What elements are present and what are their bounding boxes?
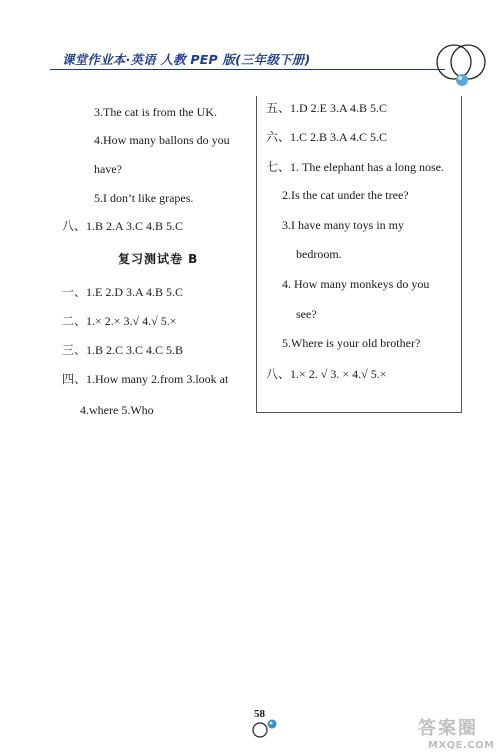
- page-number: 58: [254, 708, 265, 720]
- page-header-title: 课堂作业本·英语 人教 PEP 版(三年级下册): [62, 52, 311, 67]
- header-rings-icon: [432, 40, 492, 90]
- answer-line: 六、1.C 2.B 3.A 4.C 5.C: [266, 130, 388, 144]
- answer-line: see?: [296, 307, 317, 321]
- answer-line: 3.I have many toys in my: [282, 218, 404, 232]
- answer-line: 4.where 5.Who: [80, 403, 154, 417]
- watermark-logo-text: 答案圈: [418, 718, 478, 739]
- answer-line: 七、1. The elephant has a long nose.: [266, 160, 444, 174]
- answer-line: 2.Is the cat under the tree?: [282, 188, 409, 202]
- answer-line: 4. How many monkeys do you: [282, 277, 430, 291]
- answer-line: 一、1.E 2.D 3.A 4.B 5.C: [62, 285, 184, 299]
- answer-line: 八、1.× 2. √ 3. × 4.√ 5.×: [266, 367, 387, 381]
- watermark-url: MXQE.COM: [428, 740, 495, 751]
- page-number-decoration-icon: [250, 718, 290, 740]
- answer-line: 5.I don’t like grapes.: [94, 191, 194, 205]
- answer-line: 4.How many ballons do you: [94, 133, 230, 147]
- section-title: 复习测试卷 B: [118, 252, 199, 266]
- right-box-bottom-border: [256, 412, 462, 413]
- answer-line: 三、1.B 2.C 3.C 4.C 5.B: [62, 343, 184, 357]
- header-underline: [50, 69, 445, 70]
- answer-line: bedroom.: [296, 247, 342, 261]
- answer-line: 四、1.How many 2.from 3.look at: [62, 372, 229, 386]
- answer-line: have?: [94, 162, 122, 176]
- column-divider-left: [256, 96, 257, 412]
- answer-line: 3.The cat is from the UK.: [94, 105, 217, 119]
- answer-line: 5.Where is your old brother?: [282, 336, 421, 350]
- answer-line: 二、1.× 2.× 3.√ 4.√ 5.×: [62, 314, 177, 328]
- answer-line: 五、1.D 2.E 3.A 4.B 5.C: [266, 101, 388, 115]
- answer-line: 八、1.B 2.A 3.C 4.B 5.C: [62, 219, 184, 233]
- column-divider-right: [461, 96, 462, 412]
